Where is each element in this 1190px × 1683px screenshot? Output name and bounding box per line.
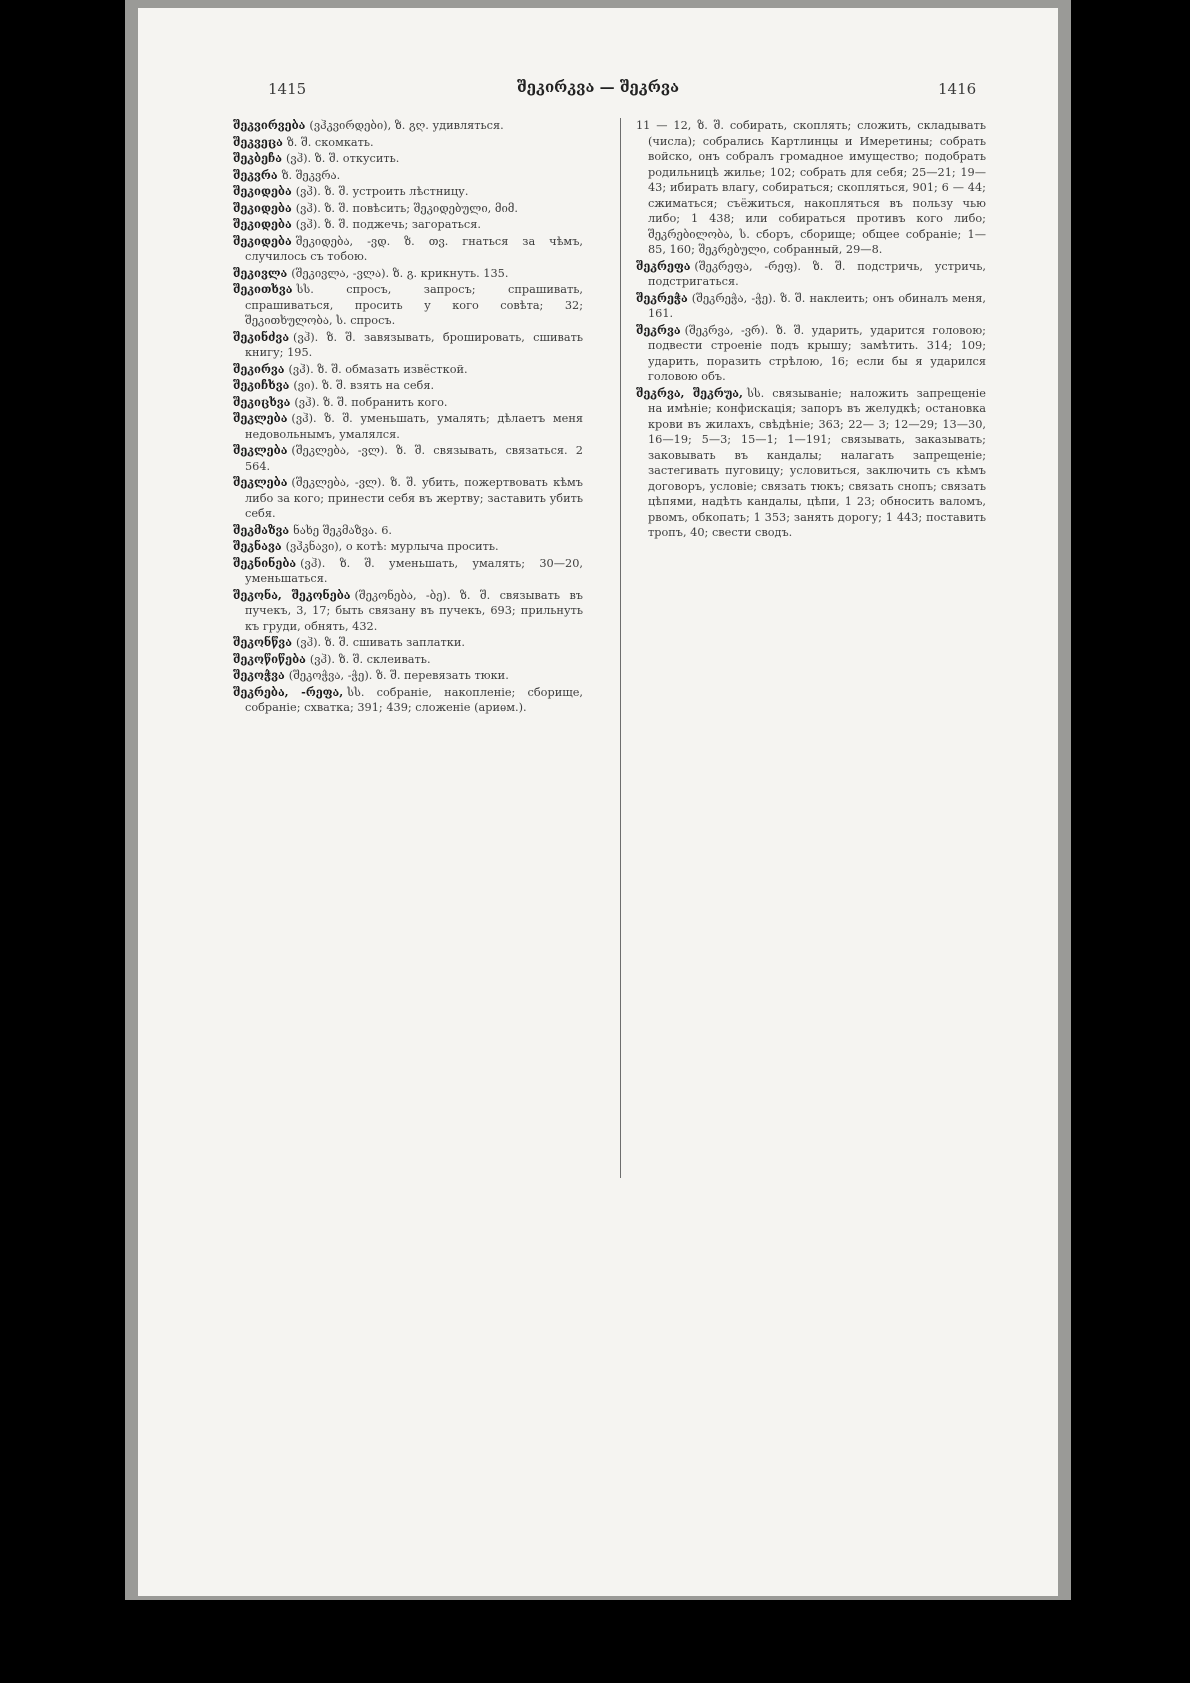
entry-headword: შეკოწიწება (233, 651, 306, 666)
entry-headword: შეკონა, შეკონება (233, 587, 351, 602)
page-number-right: 1416 (938, 80, 977, 98)
dictionary-entry (233, 523, 583, 539)
entry-headword: შეკრვა (636, 322, 681, 337)
dictionary-entry (233, 217, 583, 233)
entry-definition: (ვჰ). ზ. შ. завязывать, брошировать, сшивать книгу; 195. (245, 330, 583, 359)
dictionary-entry (233, 652, 583, 668)
dictionary-entry (233, 539, 583, 555)
entry-definition: (ვი). ზ. შ. взять на себя. (293, 379, 435, 392)
entry-definition: (ვჰ). ზ. შ. повѣсить; შეკიდებული, მიმ. (295, 201, 518, 215)
dictionary-entry (233, 168, 583, 184)
entry-definition: (შეკონება, -ბე). ზ. შ. связывать въ пучекъ, 3, 17; быть связану въ пучекъ, 693; прильнуть къ груди, обнять, 432. (245, 588, 583, 633)
entry-definition: (შეკრეჭა, -ჭე). ზ. შ. наклеить; онъ обиналъ меня, 161. (648, 291, 986, 320)
entry-definition: (ვჰ). ზ. შ. уменьшать, умалять; 30—20, уменьшаться. (245, 556, 583, 585)
entry-definition: შეკიდება, -ვდ. ზ. თვ. гнаться за чѣмъ, случилось съ тобою. (245, 234, 583, 263)
entry-headword: შეკირვა (233, 361, 285, 376)
dictionary-entry (233, 588, 583, 635)
entry-headword: შეკბეჩა (233, 151, 282, 165)
entry-definition: ზ. შეკვრა. (281, 168, 341, 182)
entry-headword: შეკივლა (233, 265, 288, 280)
dictionary-entry (233, 411, 583, 442)
entry-headword: შეკრება, -რეფა, (233, 684, 344, 699)
entry-headword: შეკიცხვა (233, 394, 291, 409)
entry-definition: სს. связываніе; наложить запрещеніе на имѣніе; конфискація; запоръ въ желудкѣ; остановка крови въ жилахъ, свѣдѣніе; 363; 22— 3; 12—29; 13—30, 16—19; 5—3; 15—1; 1—191; связывать, заказывать; заковывать въ кандалы; налагать запрещеніе; застегивать пуговицу; условиться, заключить съ кѣмъ договоръ, условіе; связать тюкъ; связать снопъ; связать цѣпями, надѣть кандалы, цѣпи, 1 23; обносить валомъ, рвомъ, обкопать; 1 353; занять дорогу; 1 443; поставить тропъ, 40; свести сводъ. (648, 386, 986, 539)
dictionary-entry (233, 635, 583, 651)
entry-definition: (შეკრეფა, -რეფ). ზ. შ. подстричь, устричь, подстригаться. (648, 259, 986, 288)
entry-headword: შეკვირვება (233, 118, 306, 132)
entry-definition: (შეკივლა, -ვლა). ზ. გ. крикнуть. 135. (291, 266, 509, 280)
entry-definition: (ვჰ). ზ. შ. уменьшать, умалять; дѣлаетъ меня недовольнымъ, умалялся. (245, 412, 583, 441)
entry-headword: შეკნინება (233, 555, 297, 570)
entry-headword: შეკონწვა (233, 635, 292, 649)
dictionary-entry (233, 443, 583, 474)
column-rule (620, 118, 621, 1178)
entry-headword: შეკრვა, შეკრუა, (636, 385, 743, 400)
dictionary-entry (233, 135, 583, 151)
entry-headword: შეკლება (233, 475, 288, 489)
entry-definition: სს. спросъ, запросъ; спрашивать, спрашиваться, просить у кого совѣта; 32; შეკითხულობა, ს. спросъ. (245, 283, 583, 327)
dictionary-entry (636, 118, 986, 258)
entry-definition: (ვჰ). ზ. შ. склеивать. (309, 652, 431, 666)
dictionary-entry (233, 395, 583, 411)
dictionary-entry (233, 668, 583, 684)
dictionary-entry (233, 151, 583, 167)
dictionary-entry (233, 330, 583, 361)
entry-definition: (ვჰ). ზ. შ. сшивать заплатки. (295, 636, 465, 649)
entry-headword: შეკრეჭა (636, 290, 688, 305)
entry-definition: (ვჰ). ზ. შ. устроить лѣстницу. (295, 185, 469, 198)
entry-headword: შეკლება (233, 443, 288, 457)
page-number-left: 1415 (268, 80, 307, 98)
entry-headword: შეკითხვა (233, 282, 293, 296)
dictionary-entry (233, 184, 583, 200)
dictionary-entry (636, 386, 986, 541)
dictionary-entry (636, 259, 986, 290)
entry-headword: შეკიდება (233, 233, 292, 248)
entry-definition: ნახე შეკმაზვა. 6. (293, 523, 392, 537)
entry-definition: (ვჰ). ზ. შ. поджечь; загораться. (295, 218, 481, 231)
entry-definition: (შეკოჭვა, -ჭე). ზ. შ. перевязать тюки. (288, 669, 509, 682)
dictionary-entry (233, 282, 583, 329)
entry-definition: (ვჰკვირდები), ზ. გღ. удивляться. (309, 119, 504, 132)
entry-definition: (შეკრვა, -ვრ). ზ. შ. ударить, ударится головою; подвести строеніе подъ крышу; замѣтить. 314; 109; ударить, поразить стрѣлою, 16; если бы я ударился головою объ. (648, 323, 986, 383)
dictionary-entry (233, 234, 583, 265)
dictionary-entry (233, 378, 583, 394)
dictionary-entry (233, 266, 583, 282)
entry-definition: 11 — 12, ზ. შ. собирать, скоплять; сложить, складывать (числа); собрались Картлинцы и Имеретины; собрать войско, онъ собралъ громадное имущество; подобрать родильницѣ жилье; 102; собрать для себя; 25—21; 19—43; ибирать влагу, собираться; скопляться, 901; 6 — 44; сжиматься; съёжиться, накопляться въ пользу чью либо; 1 438; или собираться противъ кого либо; შეკრებილობა, ს. сборъ, сборище; общее собраніе; 1—85, 160; შეკრებული, собранный, 29—8. (636, 119, 986, 256)
left-column (233, 118, 583, 1188)
entry-definition: (ვჰკნავი), о котѣ: мурлыча просить. (285, 540, 499, 553)
dictionary-entry (233, 201, 583, 217)
dictionary-entry (233, 475, 583, 522)
dictionary-page (138, 8, 1058, 1596)
dictionary-entry (636, 323, 986, 385)
entry-definition: (ვჰ). ზ. შ. откусить. (285, 152, 400, 165)
entry-headword: შეკნავა (233, 539, 282, 553)
entry-headword: შეკიდება (233, 217, 292, 231)
entry-definition: ზ. შ. скомкать. (286, 135, 374, 149)
entry-definition: (შეკლება, -ვლ). ზ. შ. убить, пожертвовать кѣмъ либо за кого; принести себя въ жертву; заставить убить себя. (245, 476, 583, 520)
entry-headword: შეკიჩხვა (233, 378, 290, 392)
entry-definition: (ვჰ). ზ. შ. побранить кого. (294, 395, 448, 409)
right-column (636, 118, 986, 1188)
entry-definition: (შეკლება, -ვლ). ზ. შ. связывать, связаться. 2 564. (245, 444, 583, 473)
dictionary-entry (233, 556, 583, 587)
dictionary-entry (233, 362, 583, 378)
entry-headword: შეკმაზვა (233, 522, 290, 537)
entry-headword: შეკლება (233, 411, 288, 425)
entry-definition: (ვჰ). ზ. შ. обмазать извёсткой. (288, 362, 468, 376)
entry-headword: შეკოჭვა (233, 668, 285, 682)
entry-definition: სს. собраніе, накопленіе; сборище, собраніе; схватка; 391; 439; сложеніе (ариѳм.). (245, 685, 583, 714)
running-head: შეკირკვა — შეკრვა (517, 78, 679, 96)
entry-headword: შეკიდება (233, 184, 292, 198)
entry-headword: შეკრეფა (636, 258, 691, 273)
dictionary-entry (636, 291, 986, 322)
entry-headword: შეკინძვა (233, 329, 290, 344)
entry-headword: შეკვრა (233, 167, 278, 182)
dictionary-entry (233, 685, 583, 716)
entry-headword: შეკიდება (233, 200, 292, 215)
entry-headword: შეკვეცა (233, 134, 283, 149)
dictionary-entry (233, 118, 583, 134)
